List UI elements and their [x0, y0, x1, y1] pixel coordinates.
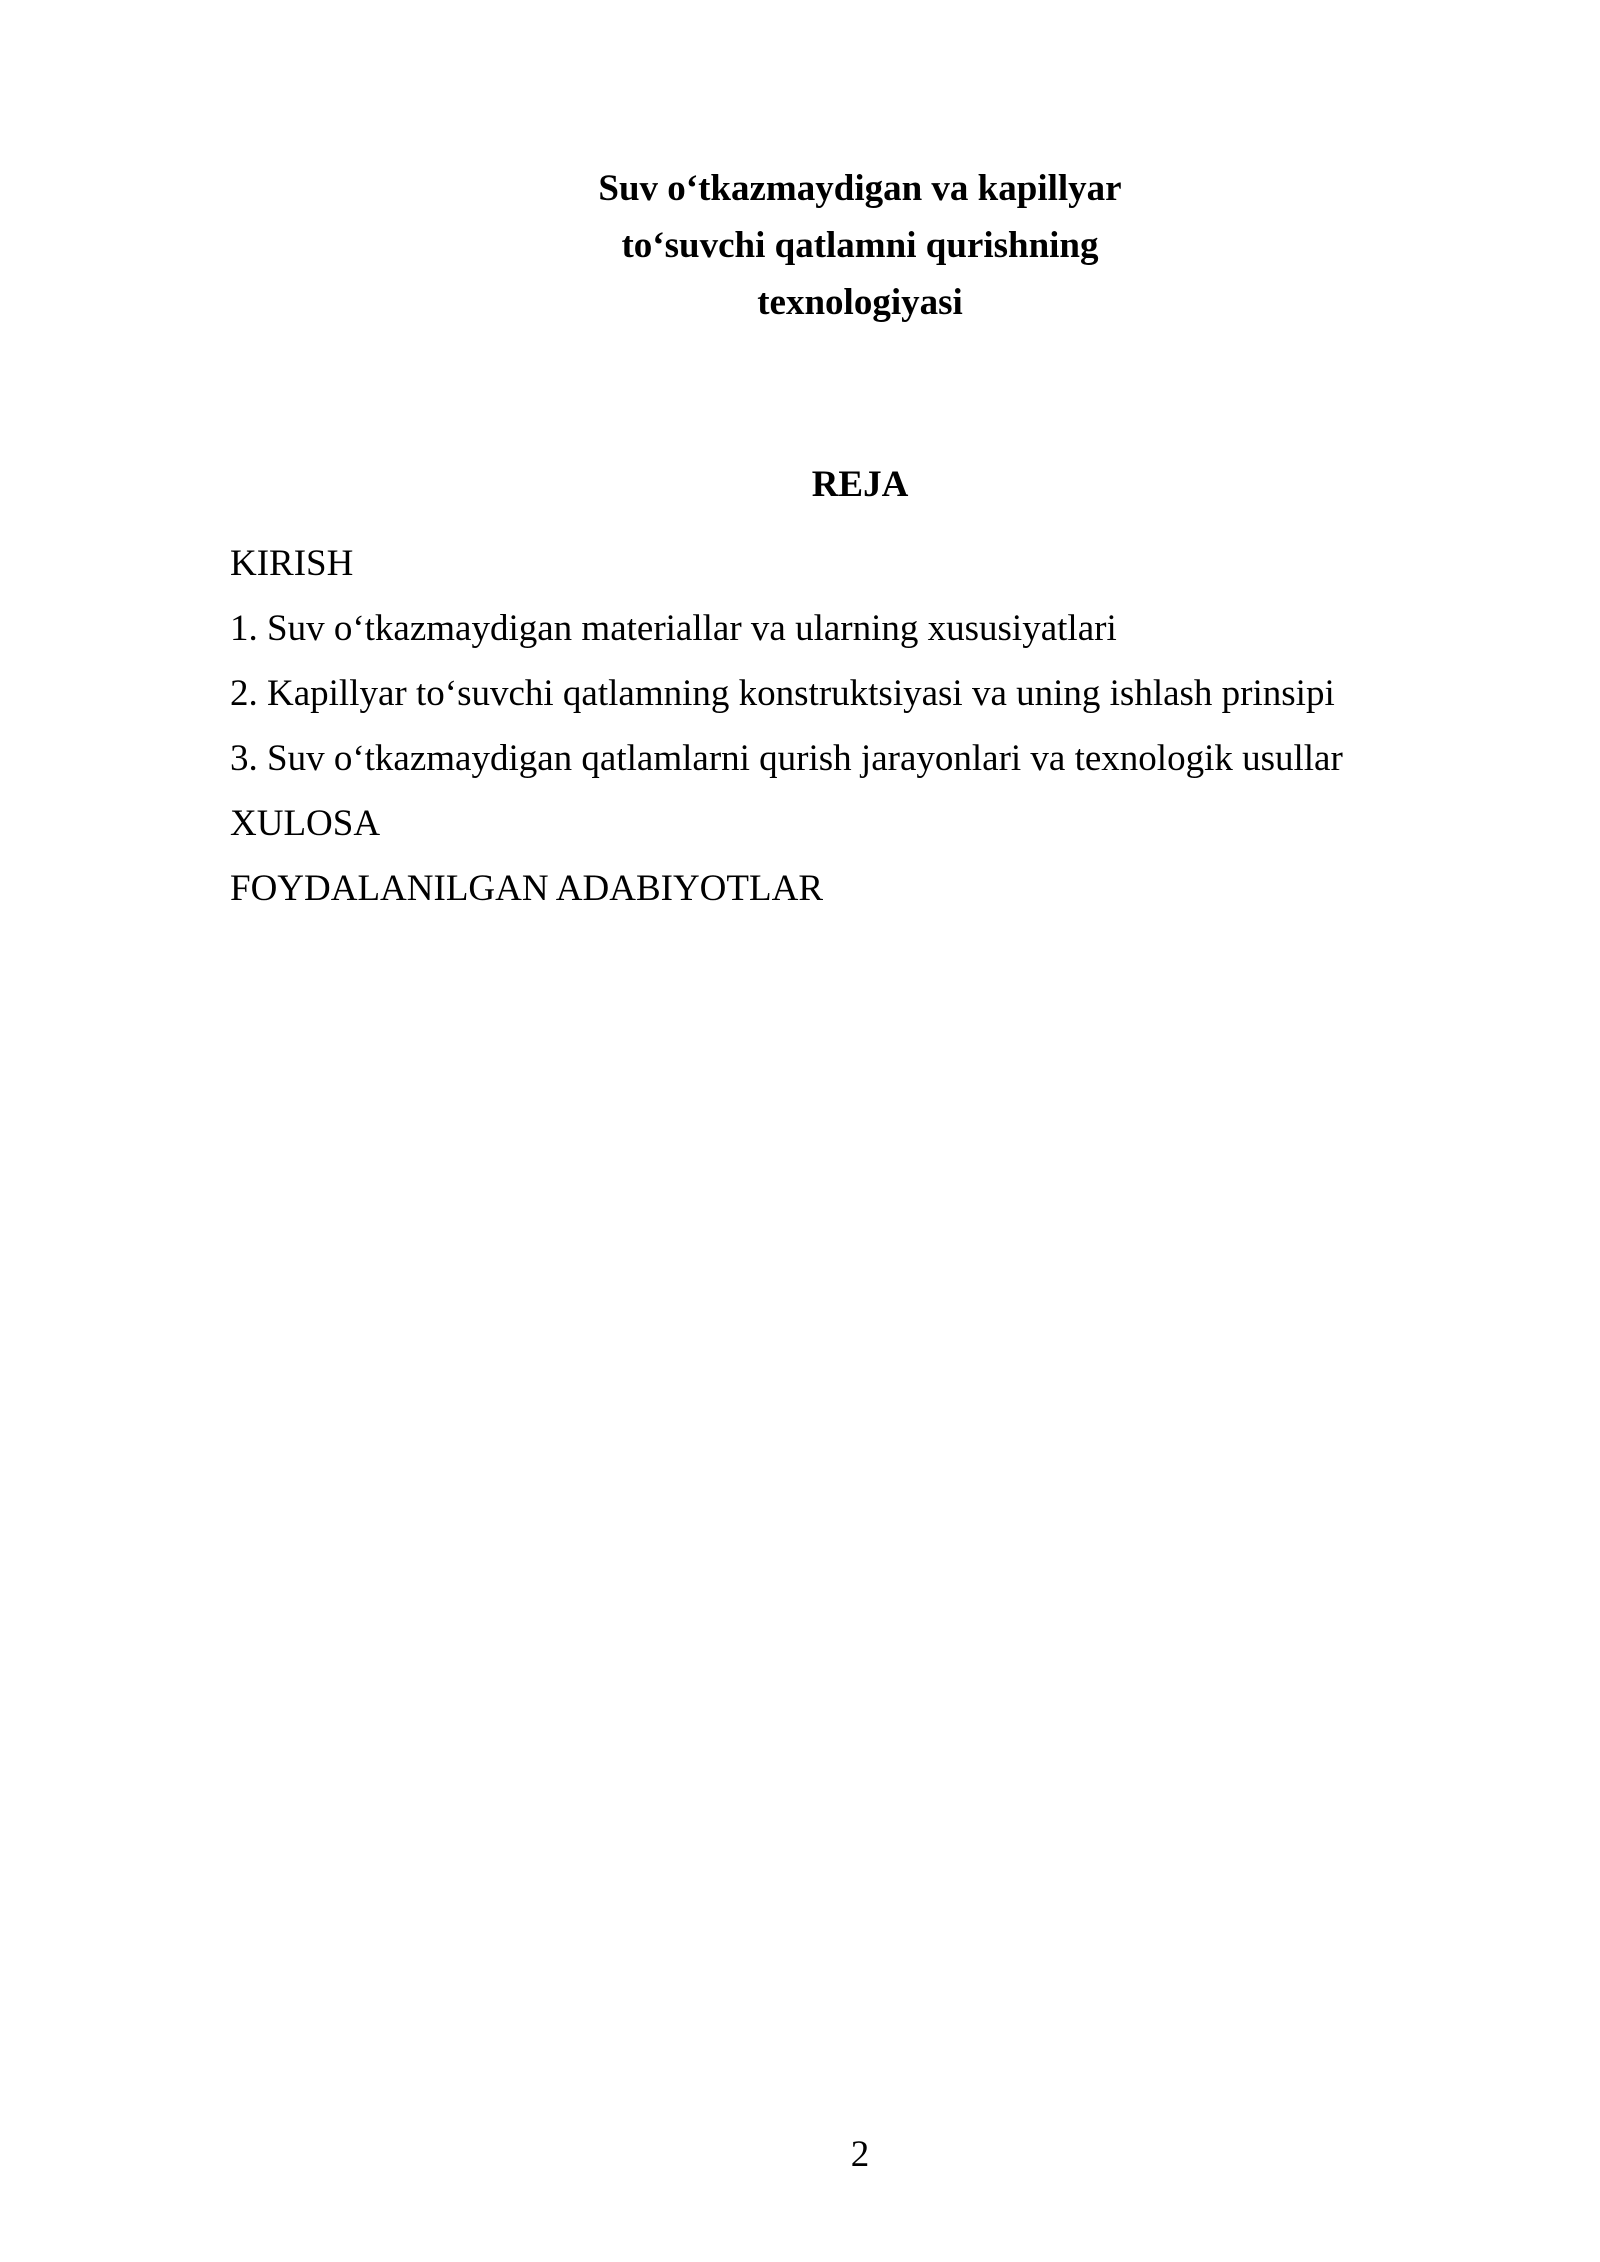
document-title: [230, 160, 1490, 331]
plan-item-2: 2. Kapillyar to‘suvchi qatlamning konstruktsiyasi va uning ishlash prinsipi: [230, 673, 1335, 714]
plan-item-1: 1. Suv o‘tkazmaydigan materiallar va ularning xususiyatlari: [230, 608, 1117, 649]
plan-list: [230, 531, 1430, 921]
plan-item-introduction: KIRISH: [230, 543, 354, 584]
plan-heading: REJA: [811, 464, 909, 505]
page-number: 2: [850, 2134, 870, 2175]
title-line: to‘suvchi qatlamni qurishning: [621, 225, 1099, 266]
title-line: texnologiyasi: [757, 282, 963, 323]
plan-item-conclusion: XULOSA: [230, 803, 381, 844]
plan-item-references: FOYDALANILGAN ADABIYOTLAR: [230, 868, 823, 909]
plan-item-3: 3. Suv o‘tkazmaydigan qatlamlarni qurish jarayonlari va texnologik usullar: [230, 738, 1343, 779]
title-line: Suv o‘tkazmaydigan va kapillyar: [598, 168, 1122, 209]
